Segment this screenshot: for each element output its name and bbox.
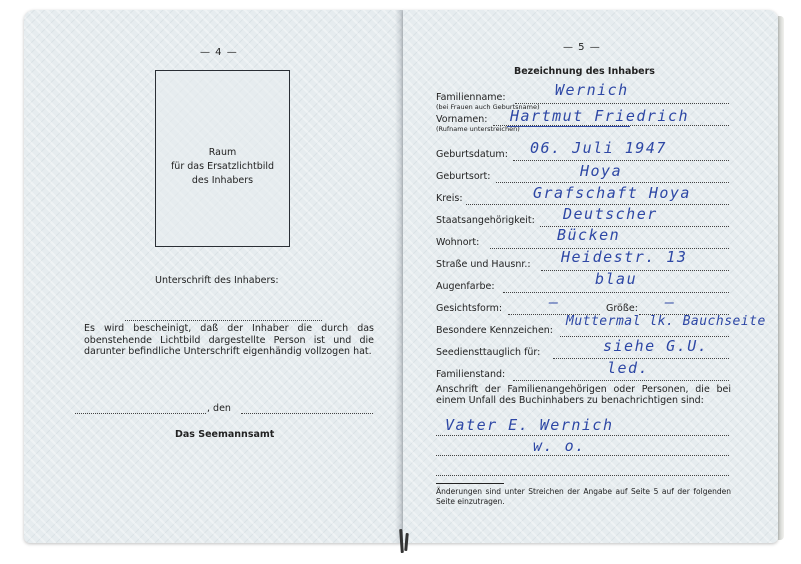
contact-line-1: [436, 435, 729, 436]
familienstand-line: [513, 380, 729, 381]
photo-caption-line-2: für das Ersatzlichtbild: [170, 161, 275, 172]
strasse-value: Heidestr. 13: [561, 248, 688, 266]
footnote-rule: [436, 483, 504, 484]
geburtsort-value: Hoya: [580, 162, 623, 180]
signature-label: Unterschrift des Inhabers:: [155, 275, 279, 286]
left-page: [24, 10, 403, 543]
geburtsdatum-line: [513, 160, 729, 161]
photo-caption-line-1: Raum: [208, 147, 237, 158]
familienname-value: Wernich: [555, 81, 629, 99]
right-page: [403, 10, 778, 543]
page-number-5: — 5 —: [563, 42, 601, 53]
geburtsort-label: Geburtsort:: [436, 171, 491, 182]
vornamen-label: Vornamen:: [436, 114, 488, 125]
signature-line: [125, 320, 322, 321]
staatsangehoerigkeit-label: Staatsangehörigkeit:: [436, 215, 535, 226]
authority-label: Das Seemannsamt: [175, 429, 275, 440]
rufname-underline: [507, 126, 630, 127]
kennzeichen-label: Besondere Kennzeichen:: [436, 325, 554, 336]
replacement-photo-box: [155, 70, 290, 247]
familienstand-label: Familienstand:: [436, 369, 506, 380]
augenfarbe-value: blau: [595, 270, 638, 288]
contact-value-1: Vater E. Wernich: [445, 416, 614, 434]
photo-caption: [156, 146, 289, 188]
page-number-4: — 4 —: [200, 47, 238, 58]
groesse-value: —: [665, 293, 676, 311]
contact-line-3: [436, 475, 729, 476]
certification-text: Es wird bescheinigt, daß der Inhaber die durch das obenstehende Lichtbild dargestellte Person ist und die darunter befindliche Unterschrift eigenhändig vollzogen hat.: [84, 323, 374, 357]
contact-line-2: [436, 455, 729, 456]
familienname-line: [515, 103, 729, 104]
familienstand-value: led.: [607, 359, 650, 377]
contact-label: Anschrift der Familienangehörigen oder Personen, die bei einem Unfall des Buchinhabers zu benachrichtigen sind:: [436, 384, 731, 406]
augenfarbe-line: [503, 292, 729, 293]
staatsangehoerigkeit-value: Deutscher: [563, 205, 658, 223]
kreis-label: Kreis:: [436, 193, 463, 204]
gesichtsform-value: —: [549, 293, 560, 311]
seediensttauglich-value: siehe G.U.: [603, 337, 709, 355]
familienname-label: Familienname:: [436, 92, 506, 103]
wohnort-value: Bücken: [557, 226, 621, 244]
date-line: [241, 413, 373, 414]
page-stack-edge: [778, 16, 784, 540]
date-connector: , den: [207, 403, 231, 414]
footnote: Änderungen sind unter Streichen der Angabe auf Seite 5 auf der folgenden Seite einzutragen.: [436, 487, 731, 506]
kennzeichen-value: Muttermal lk. Bauchseite: [566, 314, 766, 329]
photo-caption-line-3: des Inhabers: [191, 175, 254, 186]
geburtsort-line: [496, 182, 729, 183]
place-line: [75, 413, 206, 414]
wohnort-label: Wohnort:: [436, 237, 480, 248]
geburtsdatum-value: 06. Juli 1947: [530, 139, 667, 157]
gesichtsform-label: Gesichtsform:: [436, 303, 503, 314]
seediensttauglich-label: Seediensttauglich für:: [436, 347, 541, 358]
kreis-value: Grafschaft Hoya: [533, 184, 691, 202]
vornamen-note: (Rufname unterstreichen): [436, 125, 520, 133]
strasse-label: Straße und Hausnr.:: [436, 259, 531, 270]
geburtsdatum-label: Geburtsdatum:: [436, 149, 508, 160]
groesse-label: Größe:: [606, 303, 638, 314]
augenfarbe-label: Augenfarbe:: [436, 281, 495, 292]
vornamen-value: Hartmut Friedrich: [510, 107, 690, 125]
section-heading: Bezeichnung des Inhabers: [514, 66, 655, 77]
contact-value-2: w. o.: [533, 437, 586, 455]
familienname-note: (bei Frauen auch Geburtsname): [436, 103, 540, 111]
